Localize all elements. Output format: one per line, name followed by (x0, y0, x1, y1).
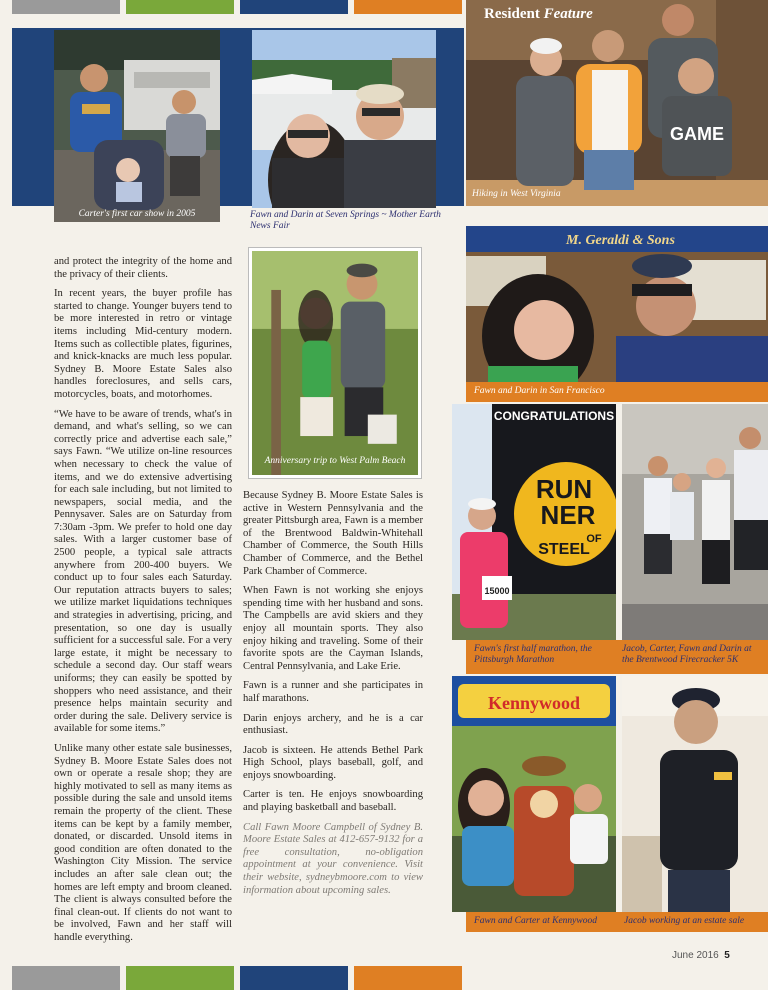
top-bar-green (126, 0, 234, 14)
issue-date: June 2016 (672, 950, 719, 961)
west-virginia-caption: Hiking in West Virginia (472, 189, 561, 199)
section-title (484, 6, 593, 23)
kennywood-caption: Fawn and Carter at Kennywood (466, 912, 616, 932)
half-marathon-caption: Fawn's first half marathon, the Pittsburgh Marathon (466, 640, 616, 674)
bottom-bar-gray (12, 966, 120, 990)
bottom-bar-green (126, 966, 234, 990)
anniversary-caption: Anniversary trip to West Palm Beach (264, 456, 406, 466)
bottom-bar-blue (240, 966, 348, 990)
middle-paragraph: Jacob is sixteen. He attends Bethel Park High School, plays baseball, golf, and enjoys snowboarding. (243, 744, 423, 781)
middle-column (243, 490, 423, 904)
middle-paragraph: When Fawn is not working she enjoys spending time with her husband and sons. The Campbells are avid skiers and they enjoy all mountain sports. They also enjoy hiking and traveling. Some of their favorite spots are the Cayman Islands, Central Pennsylvania, and Lake Erie. (243, 585, 423, 672)
middle-paragraph: Carter is ten. He enjoys snowboarding and playing basketball and baseball. (243, 789, 423, 814)
section-title-b: Feature (543, 6, 593, 22)
page-footer (672, 950, 730, 961)
half-marathon-photo (452, 404, 616, 640)
congrats-text: CONGRATULATIONS (493, 409, 615, 423)
anniversary-photo (249, 248, 421, 478)
car-show-photo (54, 30, 220, 222)
estate-sale-caption: Jacob working at an estate sale (616, 912, 768, 932)
bib-number: 15000 (484, 586, 510, 596)
runner-line-4: STEEL (538, 541, 590, 558)
west-virginia-photo (466, 0, 768, 206)
left-paragraph: and protect the integrity of the home and the privacy of their clients. (54, 256, 232, 280)
car-show-caption: Carter's first car show in 2005 (78, 209, 196, 219)
bottom-bar-orange (354, 966, 462, 990)
middle-paragraph: Darin enjoys archery, and he is a car enthusiast. (243, 712, 423, 737)
firecracker-photo (622, 404, 768, 640)
top-bar-orange (354, 0, 462, 14)
geraldi-sign-text: M. Geraldi & Sons (566, 233, 675, 248)
middle-paragraph: Because Sydney B. Moore Estate Sales is active in Western Pennsylvania and the greater Pittsburgh area, Fawn is a member of the Brentwood Baldwin-Whitehall Chamber of Commerce, the South Hills Chamber of Commerce, and the Bethel Park Chamber of Commerce. (243, 490, 423, 577)
estate-sale-photo (622, 676, 768, 912)
promo-text: Call Fawn Moore Campbell of Sydney B. Moore Estate Sales at 412-657-9132 for a free consultation, no-obligation appointment at your convenience. Visit their website, sydneybmoore.com to view information about upcoming sales. (243, 821, 423, 896)
firecracker-caption: Jacob, Carter, Fawn and Darin at the Brentwood Firecracker 5K (616, 640, 768, 674)
section-title-a: Resident (484, 6, 540, 22)
top-bar-blue (240, 0, 348, 14)
san-francisco-photo (466, 226, 768, 382)
kennywood-sign-text: Kennywood (487, 693, 581, 713)
kennywood-photo (452, 676, 616, 912)
shirt-game-text: GAME (670, 124, 724, 144)
runner-line-2: NER (540, 500, 596, 530)
left-column (54, 256, 232, 951)
seven-springs-caption: Fawn and Darin at Seven Springs ~ Mother Earth News Fair (250, 210, 441, 231)
left-paragraph: “We have to be aware of trends, what's in demand, and what's selling, so we can correctly price and advertise each sale,” says Fawn. “We utilize on-line resources when necessary to check the value of items, and we do extensive advertising for each sale including, but not limited to newspapers, social media, and the Pennysaver. Sales are on Saturday from 7:30am -3pm. We prefer to hold one day sales. With a larger customer base of 2500 people, a typical sale attracts anywhere from 200-400 buyers. We conduct up to four sales each Saturday. Our reputation attracts buyers to sales; we utilize market liquidations techniques and strategies in advertising, pricing, and presentation, so one day is usually sufficient for a successful sale. For a very large estate, it might be necessary to schedule a second day. Our staff wears uniforms; they can easily be spotted by shoppers who need assistance, and their presence helps maintain security and order during the sale. Delivery service is available for some items.” (54, 408, 232, 735)
left-paragraph: In recent years, the buyer profile has started to change. Younger buyers tend to be more interested in retro or vintage items including Mid-century modern. Items such as collectible plates, figurines, and knick-knacks are much less popular. Sydney B. Moore Estate Sales also handles foreclosures, and sells cars, motorcycles, boats, and motorhomes. (54, 288, 232, 400)
seven-springs-photo (252, 30, 436, 208)
page-number: 5 (724, 950, 730, 961)
middle-paragraph: Fawn is a runner and she participates in half marathons. (243, 680, 423, 704)
san-francisco-caption: Fawn and Darin in San Francisco (466, 382, 768, 402)
runner-line-3: OF (586, 533, 602, 545)
runner-line-1: RUN (535, 474, 593, 504)
top-bar-gray (12, 0, 120, 14)
left-paragraph: Unlike many other estate sale businesses, Sydney B. Moore Estate Sales does not own or operate a resale shop; they are highly motivated to sell as many items as possible during the sale and unsold items remain the property of the client. These items can be kept by a family member, donated, or discarded. Unsold items in good condition are often donated to the Washington City Mission. The service includes an after sale clean out; the homes are left empty and broom cleaned. The client is always consulted before the final clean-out. If clients do not want to be involved, Fawn and her staff will handle everything. (54, 742, 232, 943)
